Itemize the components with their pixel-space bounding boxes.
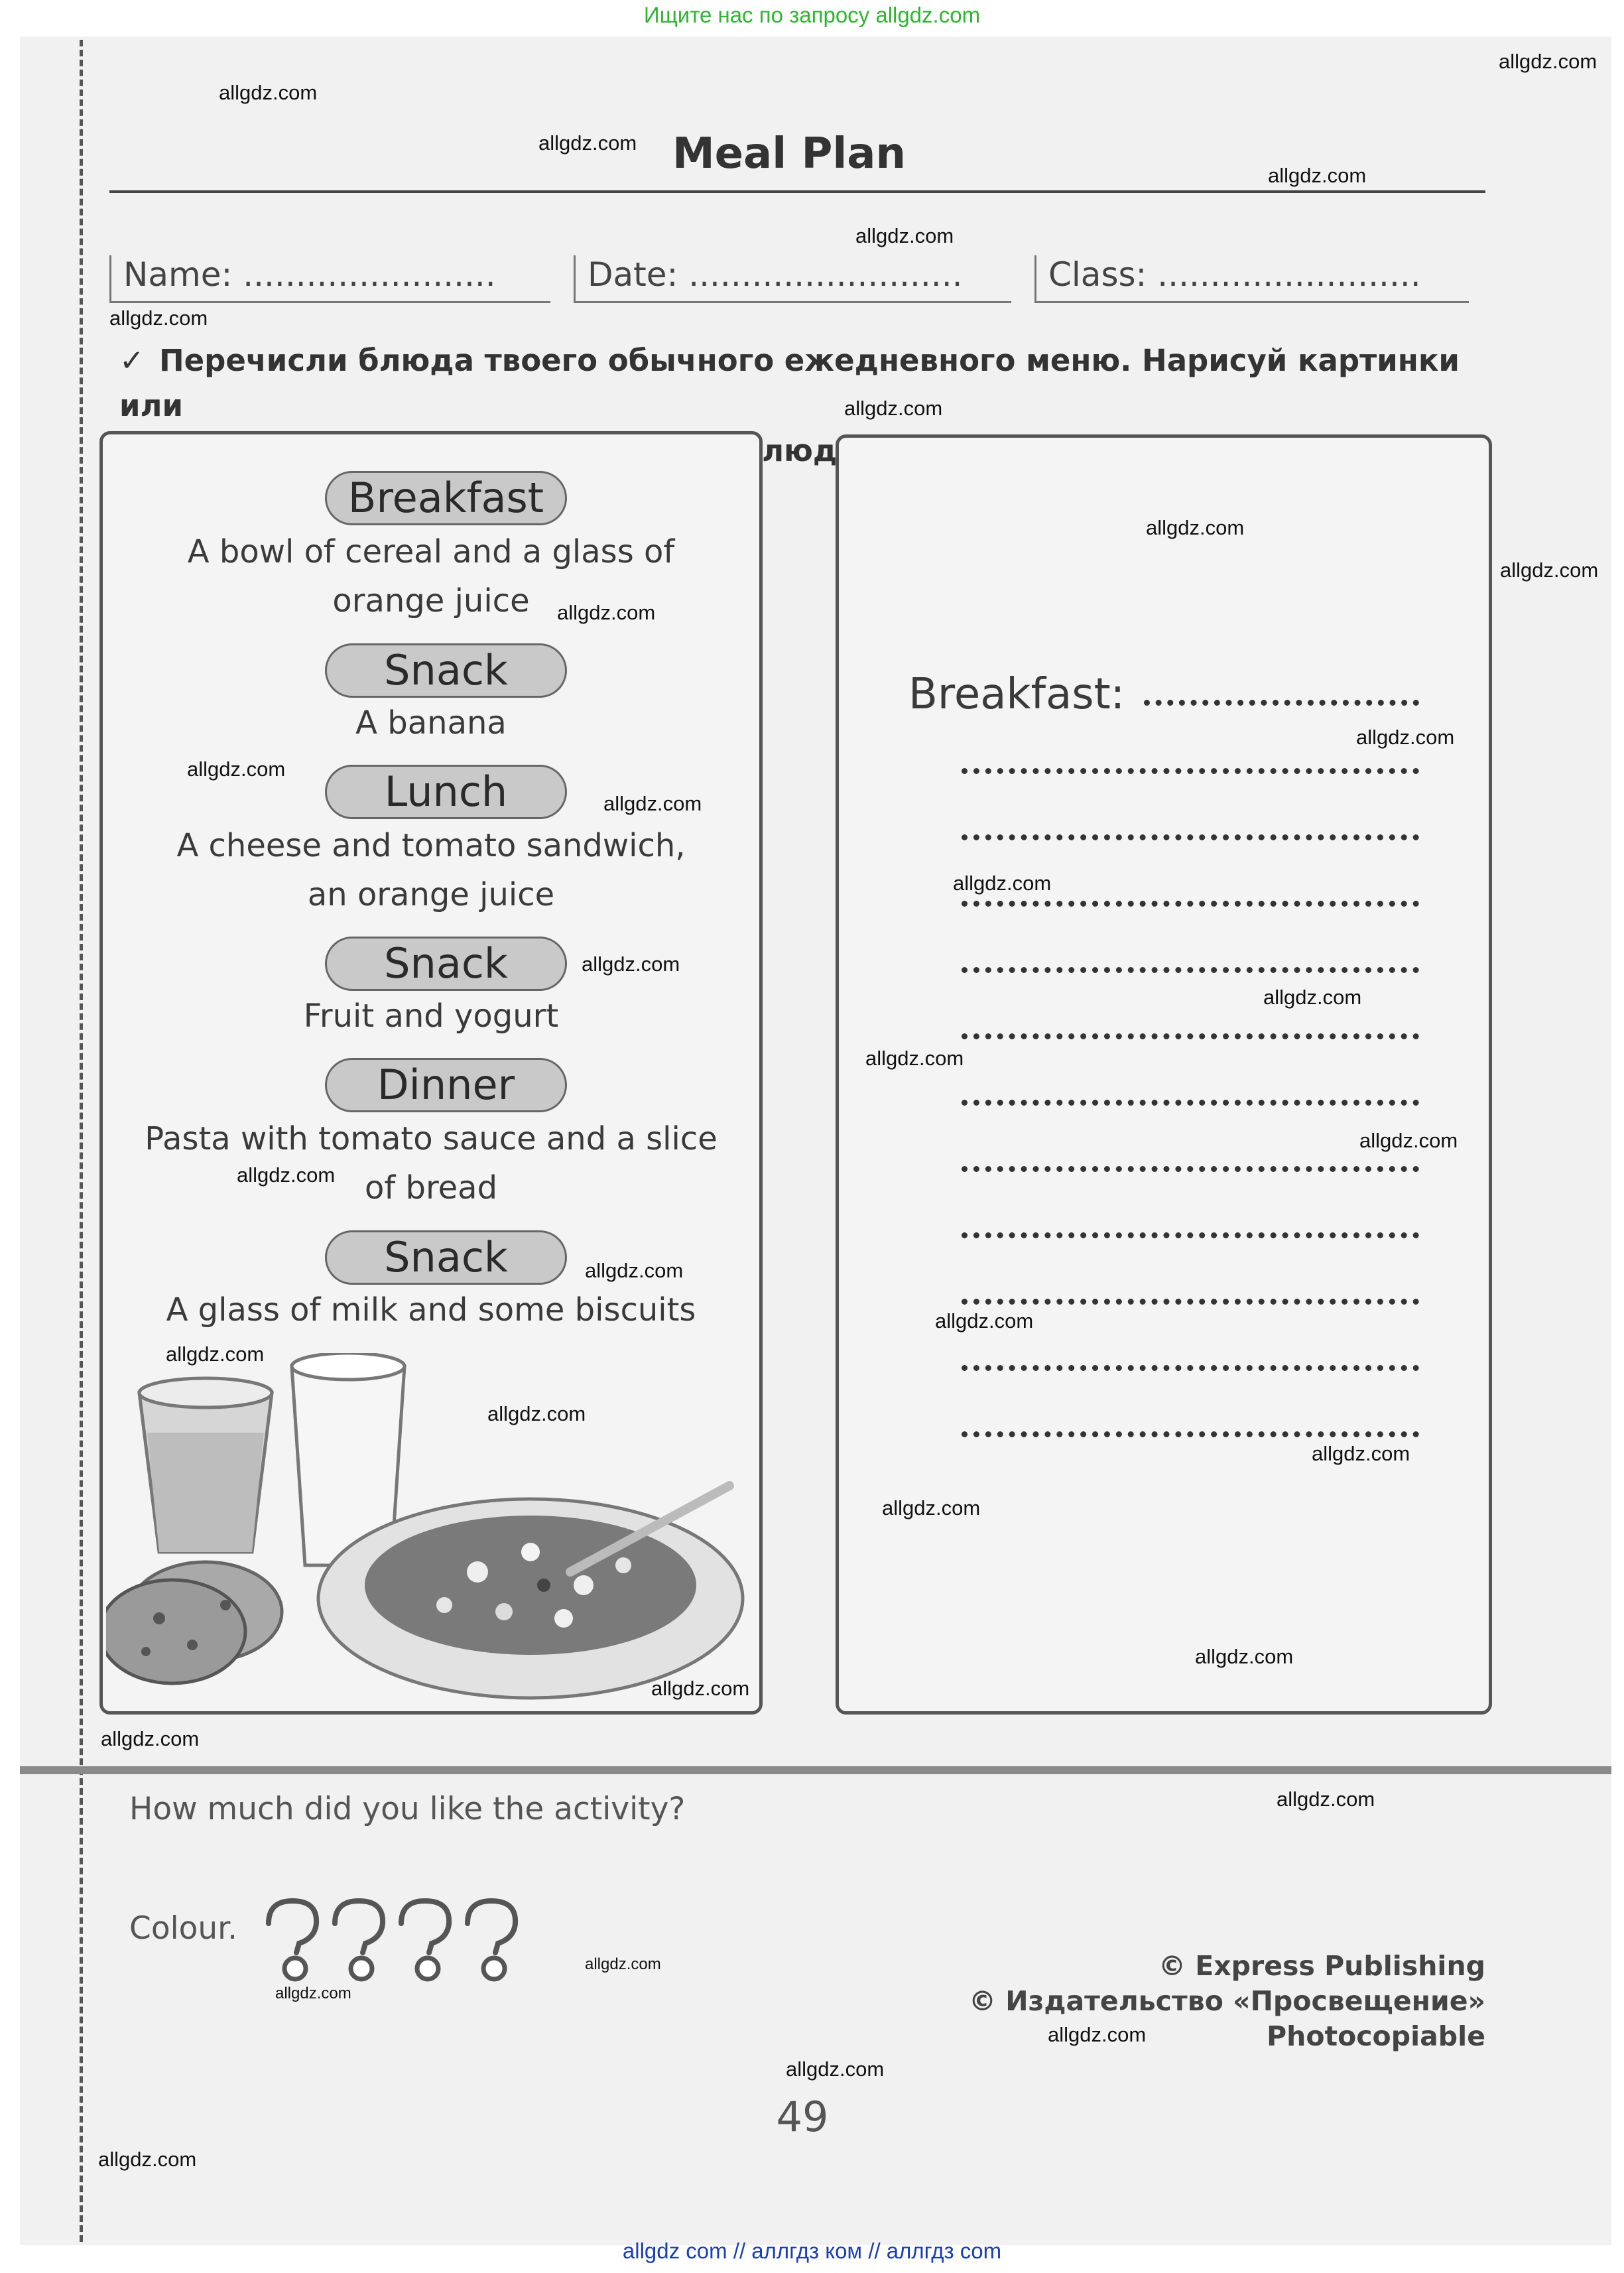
watermark: allgdz.com: [219, 81, 318, 104]
meal-label-snack-2: Snack: [325, 937, 567, 991]
watermark: allgdz.com: [275, 1984, 351, 2002]
meal-desc-dinner-1: Pasta with tomato sauce and a slice: [145, 1120, 718, 1157]
juice-glass-icon: [139, 1378, 272, 1552]
publisher-line-3: Photocopiable: [1267, 2020, 1485, 2052]
watermark: allgdz.com: [1277, 1787, 1375, 1811]
bottom-banner[interactable]: allgdz com // аллгдз ком // аллгдз com: [622, 2239, 1002, 2263]
biscuits-icon: [106, 1562, 282, 1683]
meal-desc-breakfast-1: A bowl of cereal and a glass of: [187, 533, 675, 570]
meal-label-lunch: Lunch: [325, 765, 567, 819]
meal-label-breakfast: Breakfast: [325, 471, 567, 525]
meal-label-snack-1: Snack: [325, 643, 567, 698]
meal-desc-lunch-2: an orange juice: [307, 876, 555, 913]
title-rule: [109, 190, 1485, 193]
watermark: allgdz.com: [1356, 726, 1455, 749]
date-field[interactable]: Date: ..........................: [574, 255, 1011, 303]
watermark: allgdz.com: [1499, 50, 1597, 73]
answer-line[interactable]: [962, 768, 1419, 774]
publisher-line-1: © Express Publishing: [1158, 1950, 1485, 1982]
meal-desc-lunch-1: A cheese and tomato sandwich,: [176, 827, 686, 864]
watermark: allgdz.com: [237, 1163, 336, 1187]
watermark: allgdz.com: [844, 397, 943, 420]
answer-line[interactable]: [962, 1100, 1419, 1106]
watermark: allgdz.com: [865, 1047, 964, 1070]
binding-dashed-line: [80, 40, 83, 2242]
watermark: allgdz.com: [538, 131, 637, 155]
rating-question: How much did you like the activity?: [129, 1791, 686, 1827]
breakfast-answer-line[interactable]: [1144, 700, 1419, 706]
page-title: Meal Plan: [672, 129, 906, 178]
watermark: allgdz.com: [1268, 164, 1367, 187]
watermark: allgdz.com: [882, 1496, 981, 1520]
watermark: allgdz.com: [603, 792, 702, 815]
watermark: allgdz.com: [1500, 558, 1599, 582]
answer-line[interactable]: [962, 901, 1419, 907]
meal-desc-snack-2: Fruit and yogurt: [303, 998, 559, 1035]
section-divider: [20, 1766, 1611, 1774]
answer-line[interactable]: [962, 1166, 1419, 1172]
meal-desc-snack-1: A banana: [355, 704, 507, 742]
watermark: allgdz.com: [786, 2057, 885, 2081]
instruction-line-1: Перечисли блюда твоего обычного ежедневного меню. Нарисуй картинки или: [119, 343, 1460, 423]
rating-face-icon-3[interactable]: [395, 1897, 456, 1983]
top-banner[interactable]: Ищите нас по запросу allgdz.com: [643, 3, 981, 27]
watermark: allgdz.com: [1048, 2023, 1147, 2046]
watermark: allgdz.com: [1263, 986, 1362, 1009]
watermark: allgdz.com: [557, 601, 656, 624]
watermark: allgdz.com: [487, 1402, 586, 1425]
watermark: allgdz.com: [1359, 1129, 1458, 1152]
watermark: allgdz.com: [1195, 1645, 1294, 1668]
meal-label-snack-3: Snack: [325, 1230, 567, 1285]
name-field[interactable]: Name: ........................: [109, 255, 550, 303]
publisher-line-2: © Издательство «Просвещение»: [968, 1985, 1485, 2017]
watermark: allgdz.com: [1312, 1442, 1410, 1465]
rating-face-icon-2[interactable]: [328, 1897, 389, 1983]
instruction-line-2: блюд.: [741, 433, 849, 468]
watermark: allgdz.com: [585, 1955, 661, 1973]
watermark: allgdz.com: [953, 872, 1052, 895]
rating-face-icon-1[interactable]: [262, 1897, 323, 1983]
watermark: allgdz.com: [935, 1309, 1034, 1332]
watermark: allgdz.com: [101, 1727, 200, 1750]
my-menu-panel: [836, 434, 1492, 1715]
breakfast-label: Breakfast:: [908, 670, 1125, 719]
answer-line[interactable]: [962, 1431, 1419, 1437]
watermark: allgdz.com: [187, 757, 286, 781]
watermark: allgdz.com: [855, 224, 954, 247]
watermark: allgdz.com: [582, 952, 680, 976]
page-number: 49: [776, 2093, 829, 2141]
class-field[interactable]: Class: .........................: [1034, 255, 1469, 303]
meal-desc-snack-3: A glass of milk and some biscuits: [166, 1291, 696, 1329]
watermark: allgdz.com: [585, 1259, 684, 1282]
watermark: allgdz.com: [98, 2148, 197, 2171]
checkmark-icon: ✓: [119, 343, 145, 378]
meal-desc-dinner-2: of bread: [364, 1169, 498, 1206]
answer-line[interactable]: [962, 834, 1419, 840]
watermark: allgdz.com: [109, 306, 208, 330]
meal-desc-breakfast-2: orange juice: [332, 582, 530, 619]
meal-label-dinner: Dinner: [325, 1058, 567, 1112]
answer-line[interactable]: [962, 1033, 1419, 1039]
answer-line[interactable]: [962, 967, 1419, 973]
rating-face-icon-4[interactable]: [461, 1897, 522, 1983]
answer-line[interactable]: [962, 1365, 1419, 1371]
answer-line[interactable]: [962, 1299, 1419, 1305]
food-illustration: [106, 1353, 756, 1711]
watermark: allgdz.com: [166, 1342, 265, 1366]
watermark: allgdz.com: [651, 1677, 750, 1700]
colour-label: Colour.: [129, 1910, 238, 1947]
answer-line[interactable]: [962, 1232, 1419, 1238]
watermark: allgdz.com: [1146, 516, 1245, 539]
